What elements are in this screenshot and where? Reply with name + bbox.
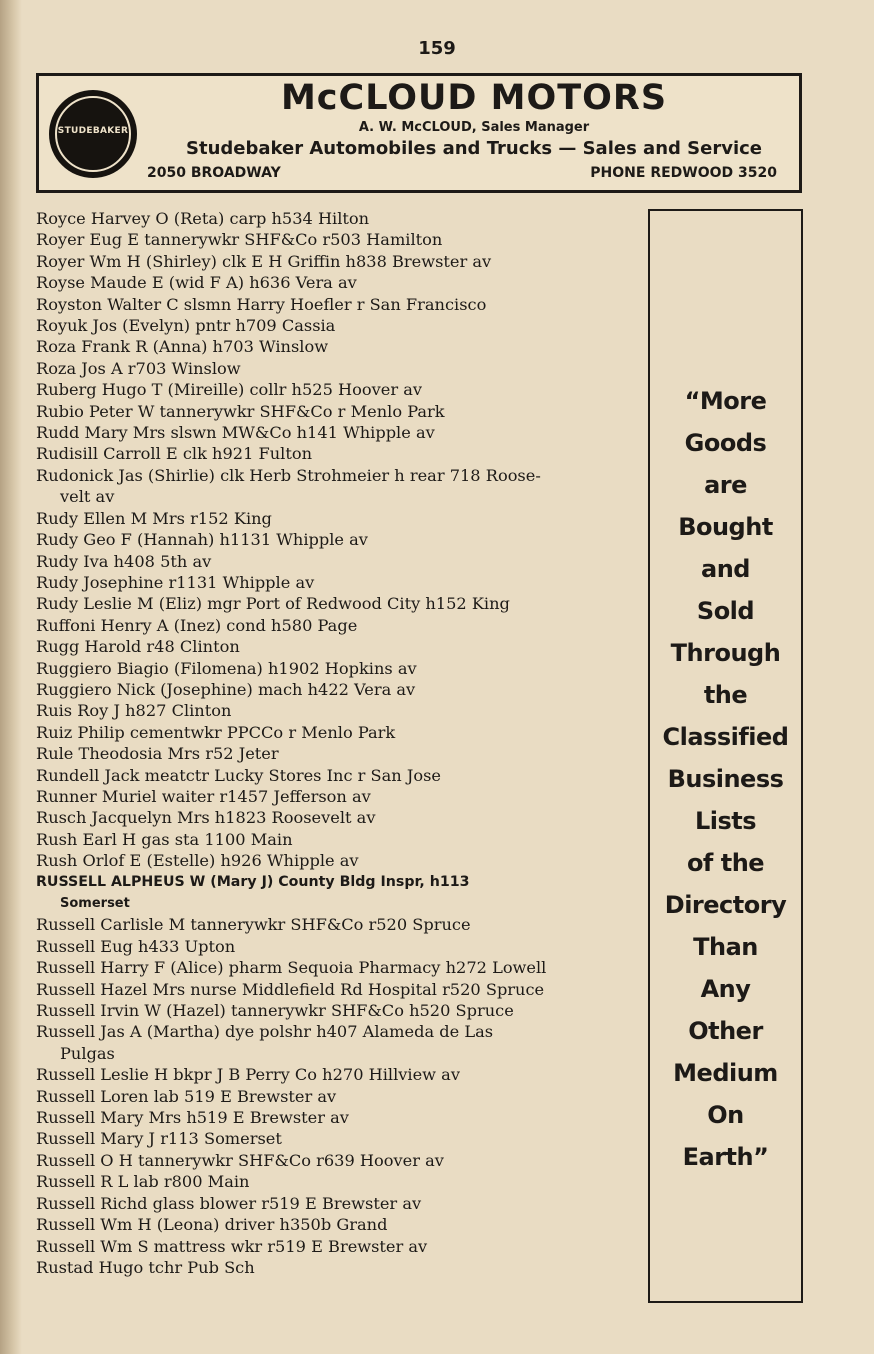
slogan-line: Other [688,1017,763,1045]
directory-entry [36,807,636,828]
page-number: 159 [418,38,456,59]
directory-entry [36,315,636,336]
entry-text: Russell Carlisle M tannerywkr SHF&Co r520 Spruce [36,915,471,935]
directory-entry [36,251,636,272]
entry-text: Royer Wm H (Shirley) clk E H Griffin h838 Brewster av [36,251,492,271]
entry-text: Russell Mary Mrs h519 E Brewster av [36,1108,349,1128]
ad-phone: PHONE REDWOOD 3520 [590,165,777,181]
slogan-line: Bought [678,513,773,541]
slogan-line: Goods [684,429,767,457]
directory-listings [36,208,636,1278]
directory-entry [36,294,636,315]
directory-entry [36,529,636,550]
entry-text: Rudonick Jas (Shirlie) clk Herb Strohmeier h rear 718 Roose- [36,465,541,485]
ad-manager: A. W. McCLOUD, Sales Manager [358,120,590,135]
directory-entry [36,743,636,764]
advertisement-banner [36,73,802,193]
entry-text: Russell Eug h433 Upton [36,936,236,956]
slogan-line: Lists [694,807,757,835]
logo-text: STUDEBAKER [57,126,129,136]
directory-entry [36,679,636,700]
entry-text: Russell Jas A (Martha) dye polshr h407 Alameda de Las [36,1022,494,1042]
slogan-line: are [704,471,747,499]
slogan-line: the [703,681,748,709]
slogan-line: Any [700,975,751,1003]
directory-entry [36,615,636,636]
directory-entry [36,1107,636,1128]
entry-text: Rush Orlof E (Estelle) h926 Whipple av [36,851,359,871]
entry-text: Ruberg Hugo T (Mireille) collr h525 Hoover av [36,380,423,400]
slogan-line: Directory [664,891,787,919]
directory-entry [36,829,636,850]
entry-continuation: velt av [60,487,115,507]
directory-entry [36,401,636,422]
studebaker-logo [49,90,137,178]
entry-text: Roza Jos A r703 Winslow [36,358,241,378]
directory-entry [36,229,636,250]
slogan-line: and [701,555,750,583]
entry-continuation: Pulgas [60,1043,115,1063]
entry-text: Rule Theodosia Mrs r52 Jeter [36,744,279,764]
entry-text: Rugg Harold r48 Clinton [36,637,240,657]
directory-entry [36,936,636,957]
directory-entry [36,1150,636,1171]
slogan-line: “More [684,387,767,415]
directory-entry [36,914,636,935]
directory-entry [36,379,636,400]
slogan-line: Through [670,639,781,667]
entry-text: Royce Harvey O (Reta) carp h534 Hilton [36,209,370,228]
entry-text: Runner Muriel waiter r1457 Jefferson av [36,786,371,806]
slogan-line: Medium [673,1059,778,1087]
directory-entry [36,465,636,508]
entry-text: Russell Hazel Mrs nurse Middlefield Rd Hospital r520 Spruce [36,979,545,999]
directory-entry [36,636,636,657]
directory-entry [36,1171,636,1192]
directory-entry [36,551,636,572]
entry-text: Rusch Jacquelyn Mrs h1823 Roosevelt av [36,808,376,828]
directory-entry [36,957,636,978]
directory-entry [36,422,636,443]
entry-continuation: Somerset [60,896,130,911]
directory-entry [36,1000,636,1021]
entry-text: Russell Richd glass blower r519 E Brewster av [36,1193,422,1213]
entry-text: Rudy Iva h408 5th av [36,551,212,571]
directory-entry [36,1128,636,1149]
directory-entry [36,722,636,743]
directory-entry [36,1064,636,1085]
entry-text: Rudisill Carroll E clk h921 Fulton [36,444,313,464]
directory-entry [36,508,636,529]
page-edge-shadow [0,0,22,1354]
directory-entry [36,1214,636,1235]
entry-text: Rudy Ellen M Mrs r152 King [36,508,272,528]
directory-entry [36,1086,636,1107]
ad-services: Studebaker Automobiles and Trucks — Sales and Service [186,138,762,159]
entry-text: Royse Maude E (wid F A) h636 Vera av [36,273,357,293]
slogan-line: Than [693,933,758,961]
entry-text: Rundell Jack meatctr Lucky Stores Inc r San Jose [36,765,441,785]
directory-entry [36,1236,636,1257]
entry-text: Russell Leslie H bkpr J B Perry Co h270 Hillview av [36,1065,460,1085]
entry-text: Rudy Geo F (Hannah) h1131 Whipple av [36,530,368,550]
directory-entry [36,979,636,1000]
directory-entry [36,358,636,379]
entry-text: Ruggiero Nick (Josephine) mach h422 Vera av [36,679,416,699]
entry-text: Russell Loren lab 519 E Brewster av [36,1086,337,1106]
ad-title: McCLOUD MOTORS [280,78,668,118]
directory-entry [36,765,636,786]
ad-address: 2050 BROADWAY [147,165,281,181]
entry-text: Rubio Peter W tannerywkr SHF&Co r Menlo Park [36,401,445,421]
slogan-line: Classified [662,723,789,751]
entry-text: Rustad Hugo tchr Pub Sch [36,1257,255,1277]
directory-entry [36,1193,636,1214]
directory-entry [36,850,636,871]
entry-text: Russell O H tannerywkr SHF&Co r639 Hoover av [36,1150,444,1170]
entry-text: Russell R L lab r800 Main [36,1172,250,1192]
entry-text: Russell Mary J r113 Somerset [36,1129,282,1149]
directory-entry [36,593,636,614]
slogan-line: Earth” [682,1143,769,1171]
directory-entry [36,1257,636,1278]
entry-text: Ruis Roy J h827 Clinton [36,701,232,721]
directory-entry [36,700,636,721]
directory-entry [36,658,636,679]
directory-entry [36,272,636,293]
entry-text: Russell Harry F (Alice) pharm Sequoia Pharmacy h272 Lowell [36,958,547,978]
entry-text: RUSSELL ALPHEUS W (Mary J) County Bldg Inspr, h113 [36,873,470,890]
slogan-line: On [707,1101,744,1129]
directory-entry [36,786,636,807]
directory-entry [36,336,636,357]
entry-text: Roza Frank R (Anna) h703 Winslow [36,337,329,357]
entry-text: Rudy Josephine r1131 Whipple av [36,572,315,592]
entry-text: Rudd Mary Mrs slswn MW&Co h141 Whipple av [36,423,435,443]
entry-text: Royuk Jos (Evelyn) pntr h709 Cassia [36,316,336,336]
entry-text: Royer Eug E tannerywkr SHF&Co r503 Hamilton [36,230,443,250]
entry-text: Russell Wm H (Leona) driver h350b Grand [36,1215,388,1235]
directory-entry [36,572,636,593]
entry-text: Ruiz Philip cementwkr PPCCo r Menlo Park [36,722,396,742]
entry-text: Russell Wm S mattress wkr r519 E Brewster av [36,1236,428,1256]
directory-entry [36,1021,636,1064]
slogan-line: Sold [696,597,755,625]
directory-entry [36,208,636,229]
entry-text: Ruggiero Biagio (Filomena) h1902 Hopkins av [36,658,417,678]
entry-text: Royston Walter C slsmn Harry Hoefler r San Francisco [36,294,487,314]
slogan-box [648,209,803,1303]
slogan-line: Business [667,765,784,793]
directory-entry [36,443,636,464]
entry-text: Rush Earl H gas sta 1100 Main [36,829,293,849]
entry-text: Russell Irvin W (Hazel) tannerywkr SHF&Co h520 Spruce [36,1001,514,1021]
entry-text: Ruffoni Henry A (Inez) cond h580 Page [36,615,358,635]
directory-entry [36,872,636,915]
slogan-line: of the [686,849,765,877]
entry-text: Rudy Leslie M (Eliz) mgr Port of Redwood City h152 King [36,594,510,614]
